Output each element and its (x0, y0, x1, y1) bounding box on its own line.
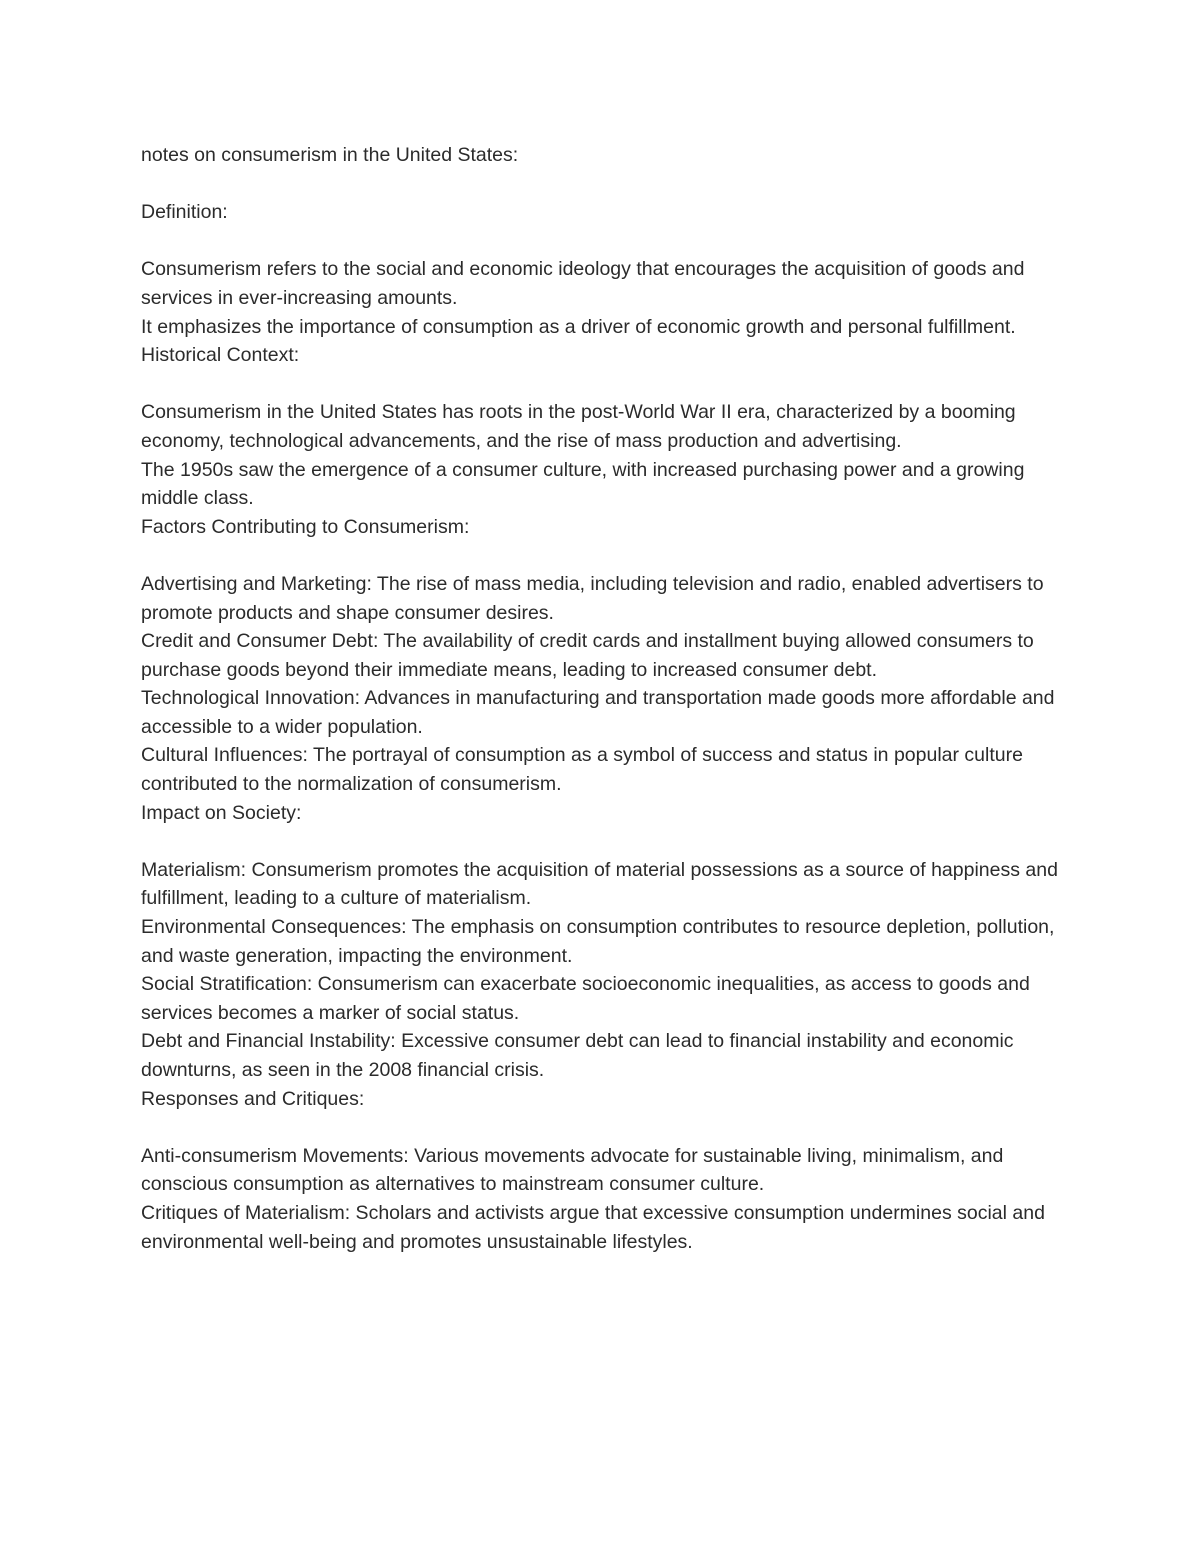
paragraph: The 1950s saw the emergence of a consumer culture, with increased purchasing power and a growing middle class. (141, 458, 1025, 510)
document-title: notes on consumerism in the United States: (141, 144, 519, 166)
blank-line (141, 827, 1071, 856)
paragraph: Advertising and Marketing: The rise of mass media, including television and radio, enabled advertisers to promote products and shape consumer desires. (141, 572, 1044, 624)
section-heading-impact: Impact on Society: (141, 801, 302, 824)
paragraph: Credit and Consumer Debt: The availability of credit cards and installment buying allowed consumers to purchase goods beyond their immediate means, leading to increased consumer debt. (141, 630, 1034, 681)
paragraph: Debt and Financial Instability: Excessive consumer debt can lead to financial instability and economic downturns, as seen in the 2008 financial crisis. (141, 1030, 1014, 1081)
paragraph: Consumerism refers to the social and economic ideology that encourages the acquisition of goods and services in ever-increasing amounts. (141, 258, 1025, 309)
blank-line (141, 370, 1071, 399)
blank-line (141, 1113, 1071, 1142)
section-heading-historical-context: Historical Context: (141, 344, 300, 367)
paragraph: Materialism: Consumerism promotes the acquisition of material possessions as a source of happiness and fulfillment, leading to a culture of materialism. (141, 858, 1058, 910)
blank-line (141, 227, 1071, 256)
blank-line (141, 541, 1071, 570)
paragraph: It emphasizes the importance of consumption as a driver of economic growth and personal fulfillment. (141, 315, 1016, 338)
section-heading-definition: Definition: (141, 201, 228, 224)
document-body (141, 141, 1071, 1256)
blank-line (141, 170, 1071, 199)
paragraph: Cultural Influences: The portrayal of consumption as a symbol of success and status in popular culture contributed to the normalization of consumerism. (141, 744, 1023, 796)
section-heading-factors: Factors Contributing to Consumerism: (141, 515, 470, 538)
section-heading-responses: Responses and Critiques: (141, 1087, 365, 1110)
paragraph: Technological Innovation: Advances in manufacturing and transportation made goods more affordable and accessible to a wider population. (141, 687, 1055, 738)
paragraph: Consumerism in the United States has roots in the post-World War II era, characterized by a booming economy, technological advancements, and the rise of mass production and advertising. (141, 401, 1016, 452)
paragraph: Environmental Consequences: The emphasis on consumption contributes to resource depletion, pollution, and waste generation, impacting the environment. (141, 916, 1055, 967)
paragraph: Critiques of Materialism: Scholars and activists argue that excessive consumption undermines social and environmental well-being and promotes unsustainable lifestyles. (141, 1201, 1045, 1253)
paragraph: Anti-consumerism Movements: Various movements advocate for sustainable living, minimalism, and conscious consumption as alternatives to mainstream consumer culture. (141, 1144, 1004, 1196)
paragraph: Social Stratification: Consumerism can exacerbate socioeconomic inequalities, as access to goods and services becomes a marker of social status. (141, 973, 1030, 1024)
